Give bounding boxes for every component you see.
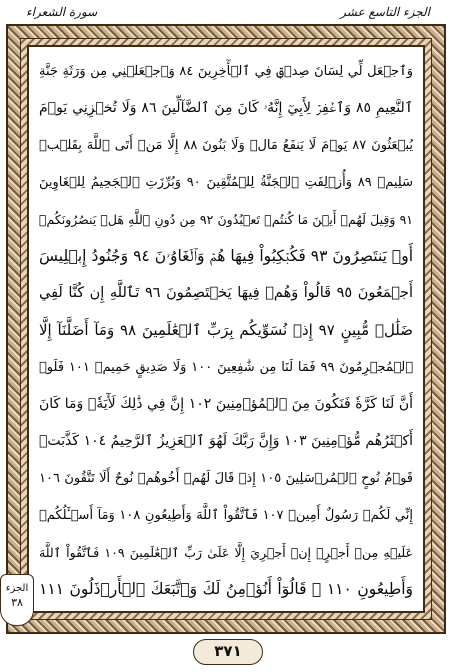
frame-border-pattern bbox=[20, 38, 432, 620]
text-line-13: إِنِّي لَكُمۡ رَسُولٌ أَمِينٞ ١٠٧ فَٱتَّقُواْ ٱللَّهَ وَأَطِيعُونِ ١٠٨ وَمَآ أَسۡـَٔلُكُمۡ bbox=[39, 508, 413, 523]
text-line-2: ٱلنَّعِيمِ ٨٥ وَٱغۡفِرۡ لِأَبِيٓ إِنَّهُۥ كَانَ مِنَ ٱلضَّآلِّينَ ٨٦ وَلَا تُخۡزِنِي يَوۡمَ bbox=[39, 100, 413, 116]
text-line-1: وَٱجۡعَل لِّي لِسَانَ صِدۡقٖ فِي ٱلۡأٓخِرِينَ ٨٤ وَٱجۡعَلۡنِي مِن وَرَثَةِ جَنَّةِ bbox=[39, 64, 413, 79]
text-line-11: أَكۡثَرُهُم مُّؤۡمِنِينَ ١٠٣ وَإِنَّ رَبَّكَ لَهُوَ ٱلۡعَزِيزُ ٱلرَّحِيمُ ١٠٤ كَذَّبَتۡ bbox=[39, 433, 413, 449]
text-panel bbox=[27, 45, 425, 613]
juz-side-marker bbox=[0, 574, 34, 626]
ornamental-frame bbox=[6, 24, 446, 634]
surah-title: سورة الشعراء bbox=[26, 5, 98, 19]
text-line-9: ٱلۡمُجۡرِمُونَ ٩٩ فَمَا لَنَا مِن شَٰفِعِينَ ١٠٠ وَلَا صَدِيقٍ حَمِيمٖ ١٠١ فَلَوۡ bbox=[39, 360, 413, 375]
quran-text bbox=[39, 53, 413, 605]
juz-title: الجزء التاسع عشر bbox=[340, 5, 430, 19]
juz-side-number: ٣٨ bbox=[11, 596, 23, 609]
text-line-8: ضَلَٰلٖ مُّبِينٍ ٩٧ إِذۡ نُسَوِّيكُم بِرَبِّ ٱلۡعَٰلَمِينَ ٩٨ وَمَآ أَضَلَّنَآ إِلَّا bbox=[39, 321, 413, 339]
text-line-7: أَجۡمَعُونَ ٩٥ قَالُواْ وَهُمۡ فِيهَا يَخۡتَصِمُونَ ٩٦ تَٱللَّهِ إِن كُنَّا لَفِي bbox=[39, 285, 413, 301]
page-header bbox=[20, 2, 436, 26]
juz-side-label: الجزء bbox=[5, 583, 29, 594]
page-number: ٣٧١ bbox=[193, 639, 263, 665]
text-line-5: ٩١ وَقِيلَ لَهُمۡ أَيۡنَ مَا كُنتُمۡ تَعۡبُدُونَ ٩٢ مِن دُونِ ٱللَّهِ هَلۡ يَنصُرُونَكُمۡ bbox=[39, 212, 413, 227]
text-line-14: عَلَيۡهِ مِنۡ أَجۡرٍۖ إِنۡ أَجۡرِيَ إِلَّا عَلَىٰ رَبِّ ٱلۡعَٰلَمِينَ ١٠٩ فَٱتَّقُواْ ٱللَّهَ bbox=[39, 545, 413, 560]
text-line-3: يُبۡعَثُونَ ٨٧ يَوۡمَ لَا يَنفَعُ مَالٞ وَلَا بَنُونَ ٨٨ إِلَّا مَنۡ أَتَى ٱللَّهَ بِقَلۡبٖ bbox=[39, 138, 413, 153]
text-line-15: وَأَطِيعُونِ ١١٠ ۞ قَالُوٓاْ أَنُؤۡمِنُ لَكَ وَٱتَّبَعَكَ ٱلۡأَرۡذَلُونَ ١١١ bbox=[39, 580, 413, 598]
text-line-12: قَوۡمُ نُوحٍ ٱلۡمُرۡسَلِينَ ١٠٥ إِذۡ قَالَ لَهُمۡ أَخُوهُمۡ نُوحٌ أَلَا تَتَّقُونَ ١٠٦ bbox=[39, 471, 413, 486]
text-line-4: سَلِيمٖ ٨٩ وَأُزۡلِفَتِ ٱلۡجَنَّةُ لِلۡمُتَّقِينَ ٩٠ وَبُرِّزَتِ ٱلۡجَحِيمُ لِلۡغَاوِينَ bbox=[39, 175, 413, 190]
text-line-6: أَوۡ يَنتَصِرُونَ ٩٣ فَكُبۡكِبُواْ فِيهَا هُمۡ وَٱلۡغَاوُۥنَ ٩٤ وَجُنُودُ إِبۡلِيسَ bbox=[39, 247, 413, 265]
text-line-10: أَنَّ لَنَا كَرَّةٗ فَنَكُونَ مِنَ ٱلۡمُؤۡمِنِينَ ١٠٢ إِنَّ فِي ذَٰلِكَ لَأٓيَةٗۖ وَمَا كَانَ bbox=[39, 396, 413, 412]
